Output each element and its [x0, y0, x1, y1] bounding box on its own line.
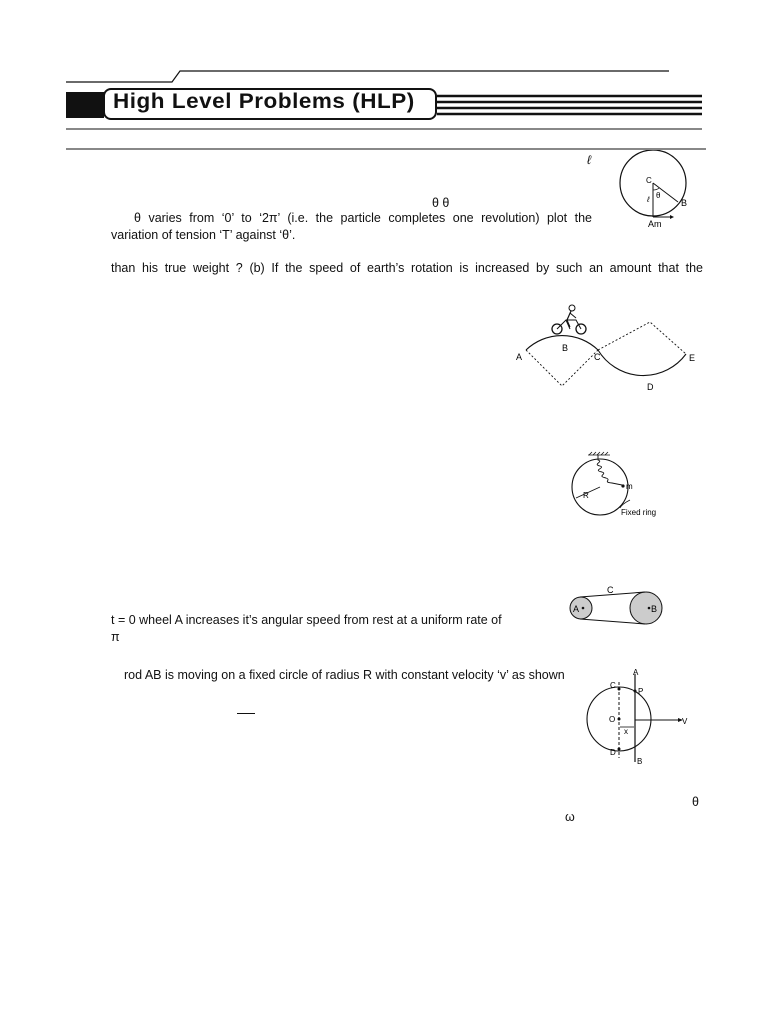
fig5-label-a: A: [633, 668, 639, 677]
page-title: High Level Problems (HLP): [113, 90, 415, 113]
fig2-label-b: B: [562, 343, 569, 353]
q1-line-2: variation of tension ‘T’ against ‘θ’.: [111, 228, 296, 242]
fig5-label-d: D: [610, 748, 616, 757]
fig5-label-p: P: [638, 687, 644, 696]
fig1-label-am: Am: [648, 219, 662, 229]
ell-symbol: ℓ: [587, 153, 592, 167]
fig1-label-theta: θ: [656, 191, 661, 200]
q4-line-2: π: [111, 630, 120, 644]
theta-symbol: θ: [692, 795, 699, 809]
fig4-label-c: C: [607, 585, 614, 595]
fig3-label-fixed: Fixed ring: [621, 508, 657, 517]
fig4-label-a: A: [573, 604, 580, 614]
fig5-label-v: V: [682, 717, 688, 726]
q5-line-1: rod AB is moving on a fixed circle of radius R with constant velocity ‘v’ as shown: [124, 668, 565, 682]
q4-line-1: t = 0 wheel A increases it’s angular speed from rest at a uniform rate of: [111, 613, 502, 627]
fig5-label-c: C: [610, 681, 616, 690]
theta-symbols: θ θ: [432, 196, 450, 210]
fig2-label-c: C: [594, 352, 601, 362]
cyclist-track-figure: [510, 298, 710, 398]
fig1-label-c: C: [646, 176, 652, 185]
header-decoration: [0, 0, 768, 160]
fraction-bar: [237, 713, 255, 714]
fig5-label-x: x: [624, 727, 628, 736]
pendulum-figure: [610, 150, 700, 230]
rod-circle-figure: [580, 664, 695, 769]
fig2-label-d: D: [647, 382, 654, 392]
fig3-label-m: m: [626, 482, 633, 491]
fig2-label-a: A: [516, 352, 523, 362]
spring-ring-figure: [560, 450, 670, 522]
belt-wheels-figure: [565, 583, 670, 628]
fig5-label-b: B: [637, 757, 643, 766]
omega-symbol: ω: [565, 810, 575, 824]
fig4-label-b: B: [651, 604, 658, 614]
fig5-label-o: O: [609, 715, 616, 724]
q1-line-1: θ varies from ‘0’ to ‘2π’ (i.e. the particle completes one revolution) plot the: [134, 211, 592, 225]
fig1-label-ell: ℓ: [647, 195, 650, 204]
q2-line-1: than his true weight ? (b) If the speed of earth’s rotation is increased by such an amount that the: [111, 261, 703, 275]
fig3-label-r: R: [583, 491, 589, 500]
fig2-label-e: E: [689, 353, 696, 363]
fig1-label-b: B: [681, 198, 688, 208]
